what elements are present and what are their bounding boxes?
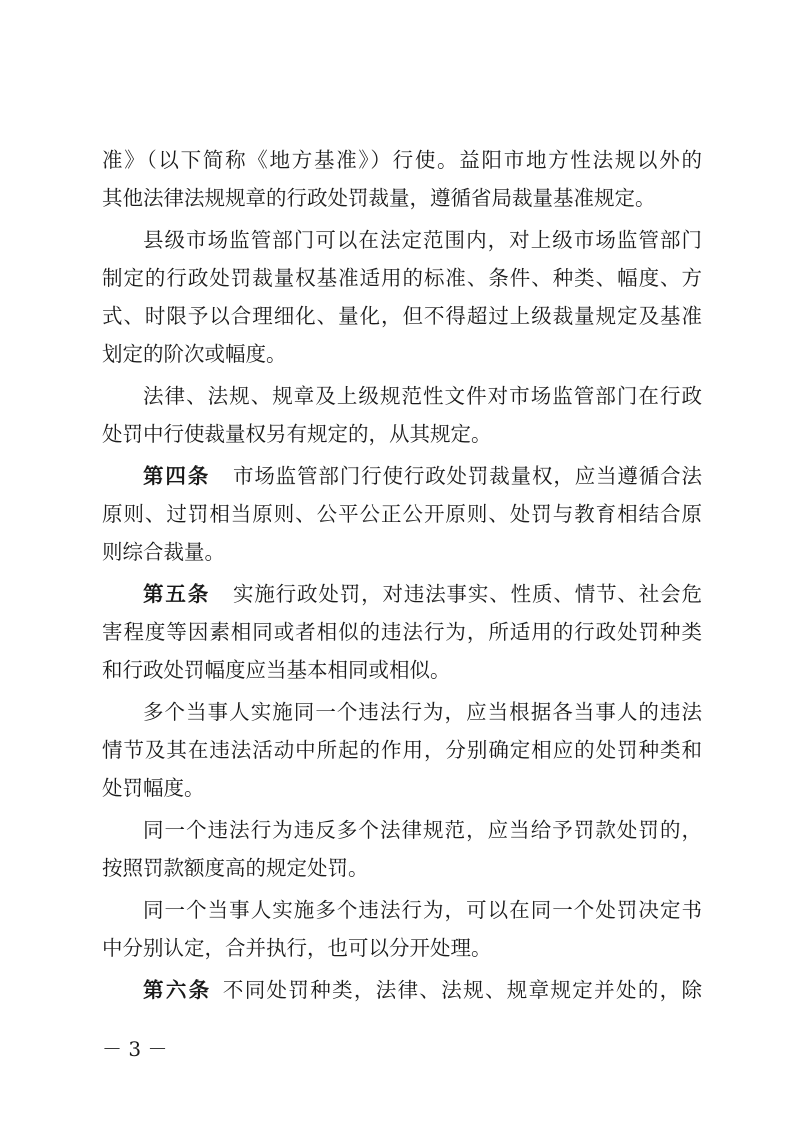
line-text: 原则、过罚相当原则、公平公正公开原则、处罚与教育相结合原 <box>102 502 702 526</box>
line-text: 法律、法规、规章及上级规范性文件对市场监管部门在行政 <box>143 384 702 408</box>
line-text: 多个当事人实施同一个违法行为，应当根据各当事人的违法 <box>143 700 702 724</box>
line-text: 和行政处罚幅度应当基本相同或相似。 <box>102 658 451 682</box>
line-text: 市场监管部门行使行政处罚裁量权，应当遵循合法 <box>232 464 703 488</box>
article-six-heading: 第六条 <box>143 978 212 1002</box>
article-five-line <box>143 579 702 609</box>
paragraph-line <box>143 697 702 727</box>
line-text: 式、时限予以合理细化、量化，但不得超过上级裁量规定及基准 <box>102 304 702 328</box>
paragraph-line <box>143 225 702 255</box>
paragraph-line <box>102 617 702 647</box>
line-text: 不同处罚种类，法律、法规、规章规定并处的，除 <box>221 978 703 1002</box>
line-text: 处罚中行使裁量权另有规定的，从其规定。 <box>102 422 492 446</box>
paragraph-line <box>102 419 702 449</box>
paragraph-line <box>143 815 702 845</box>
line-text: 则综合裁量。 <box>102 540 225 564</box>
article-four-heading: 第四条 <box>143 464 211 488</box>
line-text: 按照罚款额度高的规定处罚。 <box>102 856 369 880</box>
paragraph-line <box>102 339 702 369</box>
line-text: 同一个当事人实施多个违法行为，可以在同一个处罚决定书 <box>143 898 702 922</box>
article-five-heading: 第五条 <box>143 582 211 606</box>
paragraph-line <box>102 773 702 803</box>
line-text: 处罚幅度。 <box>102 776 205 800</box>
article-six-line <box>143 975 702 1005</box>
paragraph-line <box>102 145 702 175</box>
line-text: 中分别认定，合并执行，也可以分开处理。 <box>102 936 492 960</box>
paragraph-line <box>102 263 702 293</box>
paragraph-line <box>102 499 702 529</box>
line-text: 同一个违法行为违反多个法律规范，应当给予罚款处罚的， <box>143 818 702 842</box>
paragraph-line <box>102 853 702 883</box>
line-text: 害程度等因素相同或者相似的违法行为，所适用的行政处罚种类 <box>102 620 702 644</box>
paragraph-line <box>102 655 702 685</box>
page-number: － 3 － <box>102 1037 168 1061</box>
paragraph-line <box>102 537 702 567</box>
paragraph-line <box>143 895 702 925</box>
line-text: 实施行政处罚，对违法事实、性质、情节、社会危 <box>232 582 703 606</box>
line-text: 划定的阶次或幅度。 <box>102 342 287 366</box>
line-text: 其他法律法规规章的行政处罚裁量，遵循省局裁量基准规定。 <box>102 186 656 210</box>
paragraph-line <box>102 933 702 963</box>
article-four-line <box>143 461 702 491</box>
paragraph-line <box>143 381 702 411</box>
paragraph-line <box>102 301 702 331</box>
paragraph-line <box>102 183 702 213</box>
line-text: 情节及其在违法活动中所起的作用，分别确定相应的处罚种类和 <box>102 738 702 762</box>
line-text: 准》（以下简称《地方基准》）行使。益阳市地方性法规以外的 <box>102 148 702 172</box>
paragraph-line <box>102 735 702 765</box>
line-text: 县级市场监管部门可以在法定范围内，对上级市场监管部门 <box>143 228 702 252</box>
line-text: 制定的行政处罚裁量权基准适用的标准、条件、种类、幅度、方 <box>102 266 702 290</box>
